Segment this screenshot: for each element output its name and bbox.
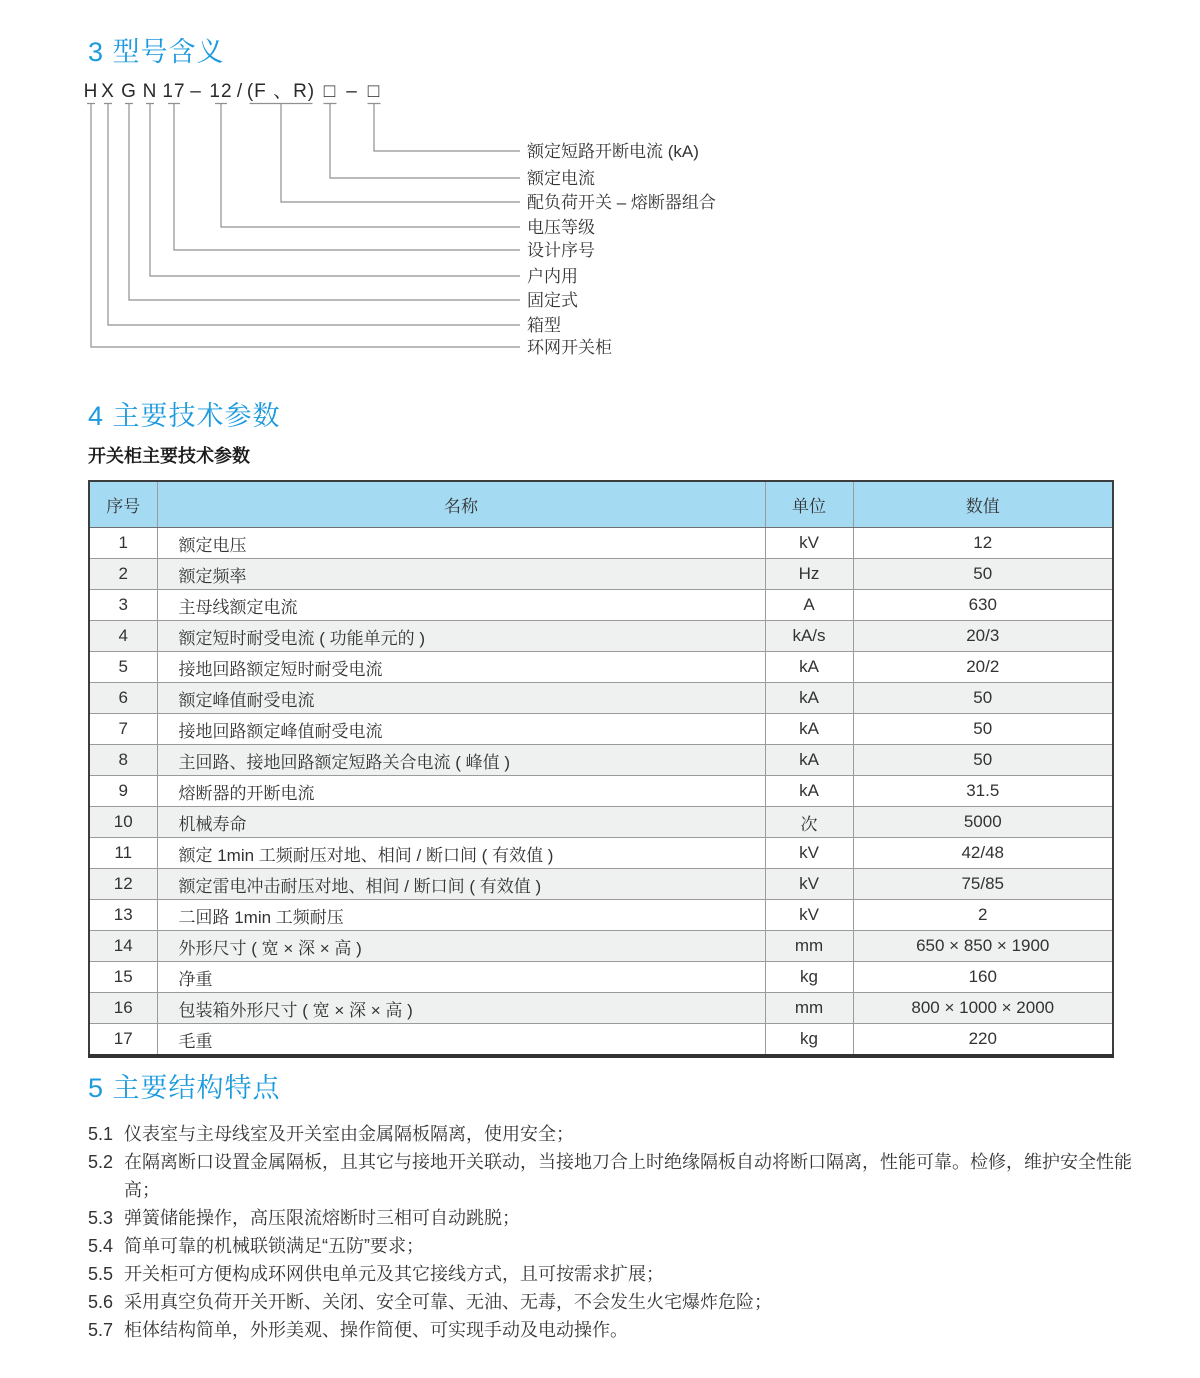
- diagram-label: 固定式: [527, 291, 578, 310]
- row-number-cell: 17: [89, 1024, 157, 1057]
- row-number-cell: 1: [89, 528, 157, 559]
- section5-title: 5 主要结构特点: [88, 1073, 281, 1103]
- value-cell: 50: [853, 559, 1113, 590]
- table-row: [89, 745, 1113, 776]
- column-header: 数值: [853, 481, 1113, 528]
- model-part: H: [83, 81, 99, 102]
- value-cell: 20/3: [853, 621, 1113, 652]
- table-row: [89, 962, 1113, 993]
- value-cell: 20/2: [853, 652, 1113, 683]
- diagram-label: 户内用: [527, 267, 578, 286]
- table-row: [89, 776, 1113, 807]
- param-name-cell: 额定电压: [157, 528, 765, 559]
- model-part: □: [323, 81, 337, 102]
- param-name-cell: 熔断器的开断电流: [157, 776, 765, 807]
- unit-cell: kV: [765, 869, 853, 900]
- param-name-cell: 额定频率: [157, 559, 765, 590]
- feature-text: 采用真空负荷开关开断、关闭、安全可靠、无油、无毒，不会发生火宅爆炸危险；: [124, 1292, 772, 1312]
- value-cell: 50: [853, 714, 1113, 745]
- unit-cell: kV: [765, 528, 853, 559]
- table-row: [89, 931, 1113, 962]
- feature-number: 5.5: [88, 1264, 114, 1284]
- row-number-cell: 10: [89, 807, 157, 838]
- value-cell: 220: [853, 1024, 1113, 1057]
- feature-text: 开关柜可方便构成环网供电单元及其它接线方式，且可按需求扩展；: [124, 1264, 664, 1284]
- table-row: [89, 714, 1113, 745]
- model-part: –: [346, 81, 358, 102]
- param-name-cell: 机械寿命: [157, 807, 765, 838]
- model-part: G: [121, 81, 137, 102]
- unit-cell: kA: [765, 745, 853, 776]
- table-row: [89, 900, 1113, 931]
- row-number-cell: 16: [89, 993, 157, 1024]
- table-row: [89, 807, 1113, 838]
- model-part: 17: [162, 81, 186, 102]
- table-row: [89, 683, 1113, 714]
- row-number-cell: 2: [89, 559, 157, 590]
- model-part: (F 、R): [246, 81, 316, 102]
- row-number-cell: 11: [89, 838, 157, 869]
- feature-item: [88, 1232, 1154, 1260]
- value-cell: 160: [853, 962, 1113, 993]
- table-row: [89, 621, 1113, 652]
- unit-cell: A: [765, 590, 853, 621]
- table-row: [89, 652, 1113, 683]
- diagram-connector-line: [104, 104, 520, 326]
- param-name-cell: 二回路 1min 工频耐压: [157, 900, 765, 931]
- unit-cell: kA: [765, 776, 853, 807]
- feature-text: 简单可靠的机械联锁满足“五防”要求；: [124, 1236, 424, 1256]
- row-number-cell: 7: [89, 714, 157, 745]
- param-name-cell: 毛重: [157, 1024, 765, 1057]
- table-row: [89, 993, 1113, 1024]
- column-header: 序号: [89, 481, 157, 528]
- model-part: –: [190, 81, 202, 102]
- model-part: □: [367, 81, 381, 102]
- value-cell: 630: [853, 590, 1113, 621]
- model-part: X: [101, 81, 115, 102]
- feature-text: 弹簧储能操作，高压限流熔断时三相可自动跳脱；: [124, 1208, 520, 1228]
- feature-item: [88, 1316, 1154, 1344]
- value-cell: 5000: [853, 807, 1113, 838]
- table-row: [89, 559, 1113, 590]
- row-number-cell: 14: [89, 931, 157, 962]
- diagram-connector-line: [368, 104, 521, 152]
- unit-cell: kg: [765, 1024, 853, 1057]
- feature-text: 在隔离断口设置金属隔板，且其它与接地开关联动，当接地刀合上时绝缘隔板自动将断口隔离，性能可靠。检修，维护安全性能高；: [124, 1152, 1132, 1200]
- model-part: 12: [209, 81, 233, 102]
- unit-cell: kV: [765, 900, 853, 931]
- feature-item: [88, 1120, 1154, 1148]
- param-name-cell: 包装箱外形尺寸 ( 宽 × 深 × 高 ): [157, 993, 765, 1024]
- row-number-cell: 9: [89, 776, 157, 807]
- section4-title: 4 主要技术参数: [88, 401, 281, 431]
- diagram-label: 箱型: [527, 316, 561, 335]
- unit-cell: Hz: [765, 559, 853, 590]
- param-name-cell: 额定峰值耐受电流: [157, 683, 765, 714]
- table-row: [89, 1024, 1113, 1057]
- model-part: /: [236, 81, 244, 102]
- value-cell: 800 × 1000 × 2000: [853, 993, 1113, 1024]
- unit-cell: kA: [765, 652, 853, 683]
- feature-item: [88, 1260, 1154, 1288]
- diagram-label: 设计序号: [527, 241, 595, 260]
- feature-text: 柜体结构简单，外形美观、操作简便、可实现手动及电动操作。: [124, 1320, 628, 1340]
- param-name-cell: 主母线额定电流: [157, 590, 765, 621]
- param-name-cell: 外形尺寸 ( 宽 × 深 × 高 ): [157, 931, 765, 962]
- unit-cell: kA: [765, 714, 853, 745]
- value-cell: 2: [853, 900, 1113, 931]
- diagram-label: 额定电流: [527, 169, 595, 188]
- diagram-connector-line: [324, 104, 521, 179]
- features-list: [88, 1120, 1154, 1344]
- diagram-label: 配负荷开关 – 熔断器组合: [527, 193, 716, 212]
- param-name-cell: 额定雷电冲击耐压对地、相间 / 断口间 ( 有效值 ): [157, 869, 765, 900]
- table-row: [89, 838, 1113, 869]
- value-cell: 50: [853, 683, 1113, 714]
- diagram-connector-line: [215, 104, 520, 228]
- model-designation-diagram: [0, 0, 1200, 390]
- param-name-cell: 主回路、接地回路额定短路关合电流 ( 峰值 ): [157, 745, 765, 776]
- feature-number: 5.3: [88, 1208, 114, 1228]
- value-cell: 12: [853, 528, 1113, 559]
- row-number-cell: 3: [89, 590, 157, 621]
- table-header: [89, 481, 1113, 528]
- param-name-cell: 接地回路额定短时耐受电流: [157, 652, 765, 683]
- value-cell: 42/48: [853, 838, 1113, 869]
- diagram-label: 环网开关柜: [527, 338, 612, 357]
- value-cell: 650 × 850 × 1900: [853, 931, 1113, 962]
- param-name-cell: 接地回路额定峰值耐受电流: [157, 714, 765, 745]
- row-number-cell: 5: [89, 652, 157, 683]
- value-cell: 50: [853, 745, 1113, 776]
- feature-number: 5.1: [88, 1124, 114, 1144]
- unit-cell: kA/s: [765, 621, 853, 652]
- unit-cell: mm: [765, 931, 853, 962]
- diagram-connector-line: [250, 104, 521, 203]
- feature-number: 5.6: [88, 1292, 114, 1312]
- row-number-cell: 6: [89, 683, 157, 714]
- parameters-table: [88, 480, 1114, 1058]
- table-row: [89, 590, 1113, 621]
- feature-item: [88, 1288, 1154, 1316]
- feature-text: 仪表室与主母线室及开关室由金属隔板隔离，使用安全；: [124, 1124, 574, 1144]
- row-number-cell: 12: [89, 869, 157, 900]
- table-row: [89, 528, 1113, 559]
- unit-cell: mm: [765, 993, 853, 1024]
- value-cell: 31.5: [853, 776, 1113, 807]
- row-number-cell: 15: [89, 962, 157, 993]
- row-number-cell: 4: [89, 621, 157, 652]
- diagram-connector-line: [87, 104, 520, 348]
- param-name-cell: 额定 1min 工频耐压对地、相间 / 断口间 ( 有效值 ): [157, 838, 765, 869]
- table-caption: 开关柜主要技术参数: [88, 446, 250, 466]
- value-cell: 75/85: [853, 869, 1113, 900]
- diagram-label: 电压等级: [527, 218, 595, 237]
- column-header: 名称: [157, 481, 765, 528]
- unit-cell: kA: [765, 683, 853, 714]
- feature-item: [88, 1204, 1154, 1232]
- unit-cell: kV: [765, 838, 853, 869]
- feature-number: 5.2: [88, 1152, 114, 1172]
- section3-title: 3 型号含义: [88, 37, 225, 67]
- param-name-cell: 净重: [157, 962, 765, 993]
- table-row: [89, 869, 1113, 900]
- param-name-cell: 额定短时耐受电流 ( 功能单元的 ): [157, 621, 765, 652]
- row-number-cell: 13: [89, 900, 157, 931]
- diagram-label: 额定短路开断电流 (kA): [527, 142, 699, 161]
- model-part: N: [142, 81, 158, 102]
- unit-cell: 次: [765, 807, 853, 838]
- column-header: 单位: [765, 481, 853, 528]
- feature-number: 5.7: [88, 1320, 114, 1340]
- unit-cell: kg: [765, 962, 853, 993]
- row-number-cell: 8: [89, 745, 157, 776]
- feature-item: [88, 1148, 1154, 1204]
- feature-number: 5.4: [88, 1236, 114, 1256]
